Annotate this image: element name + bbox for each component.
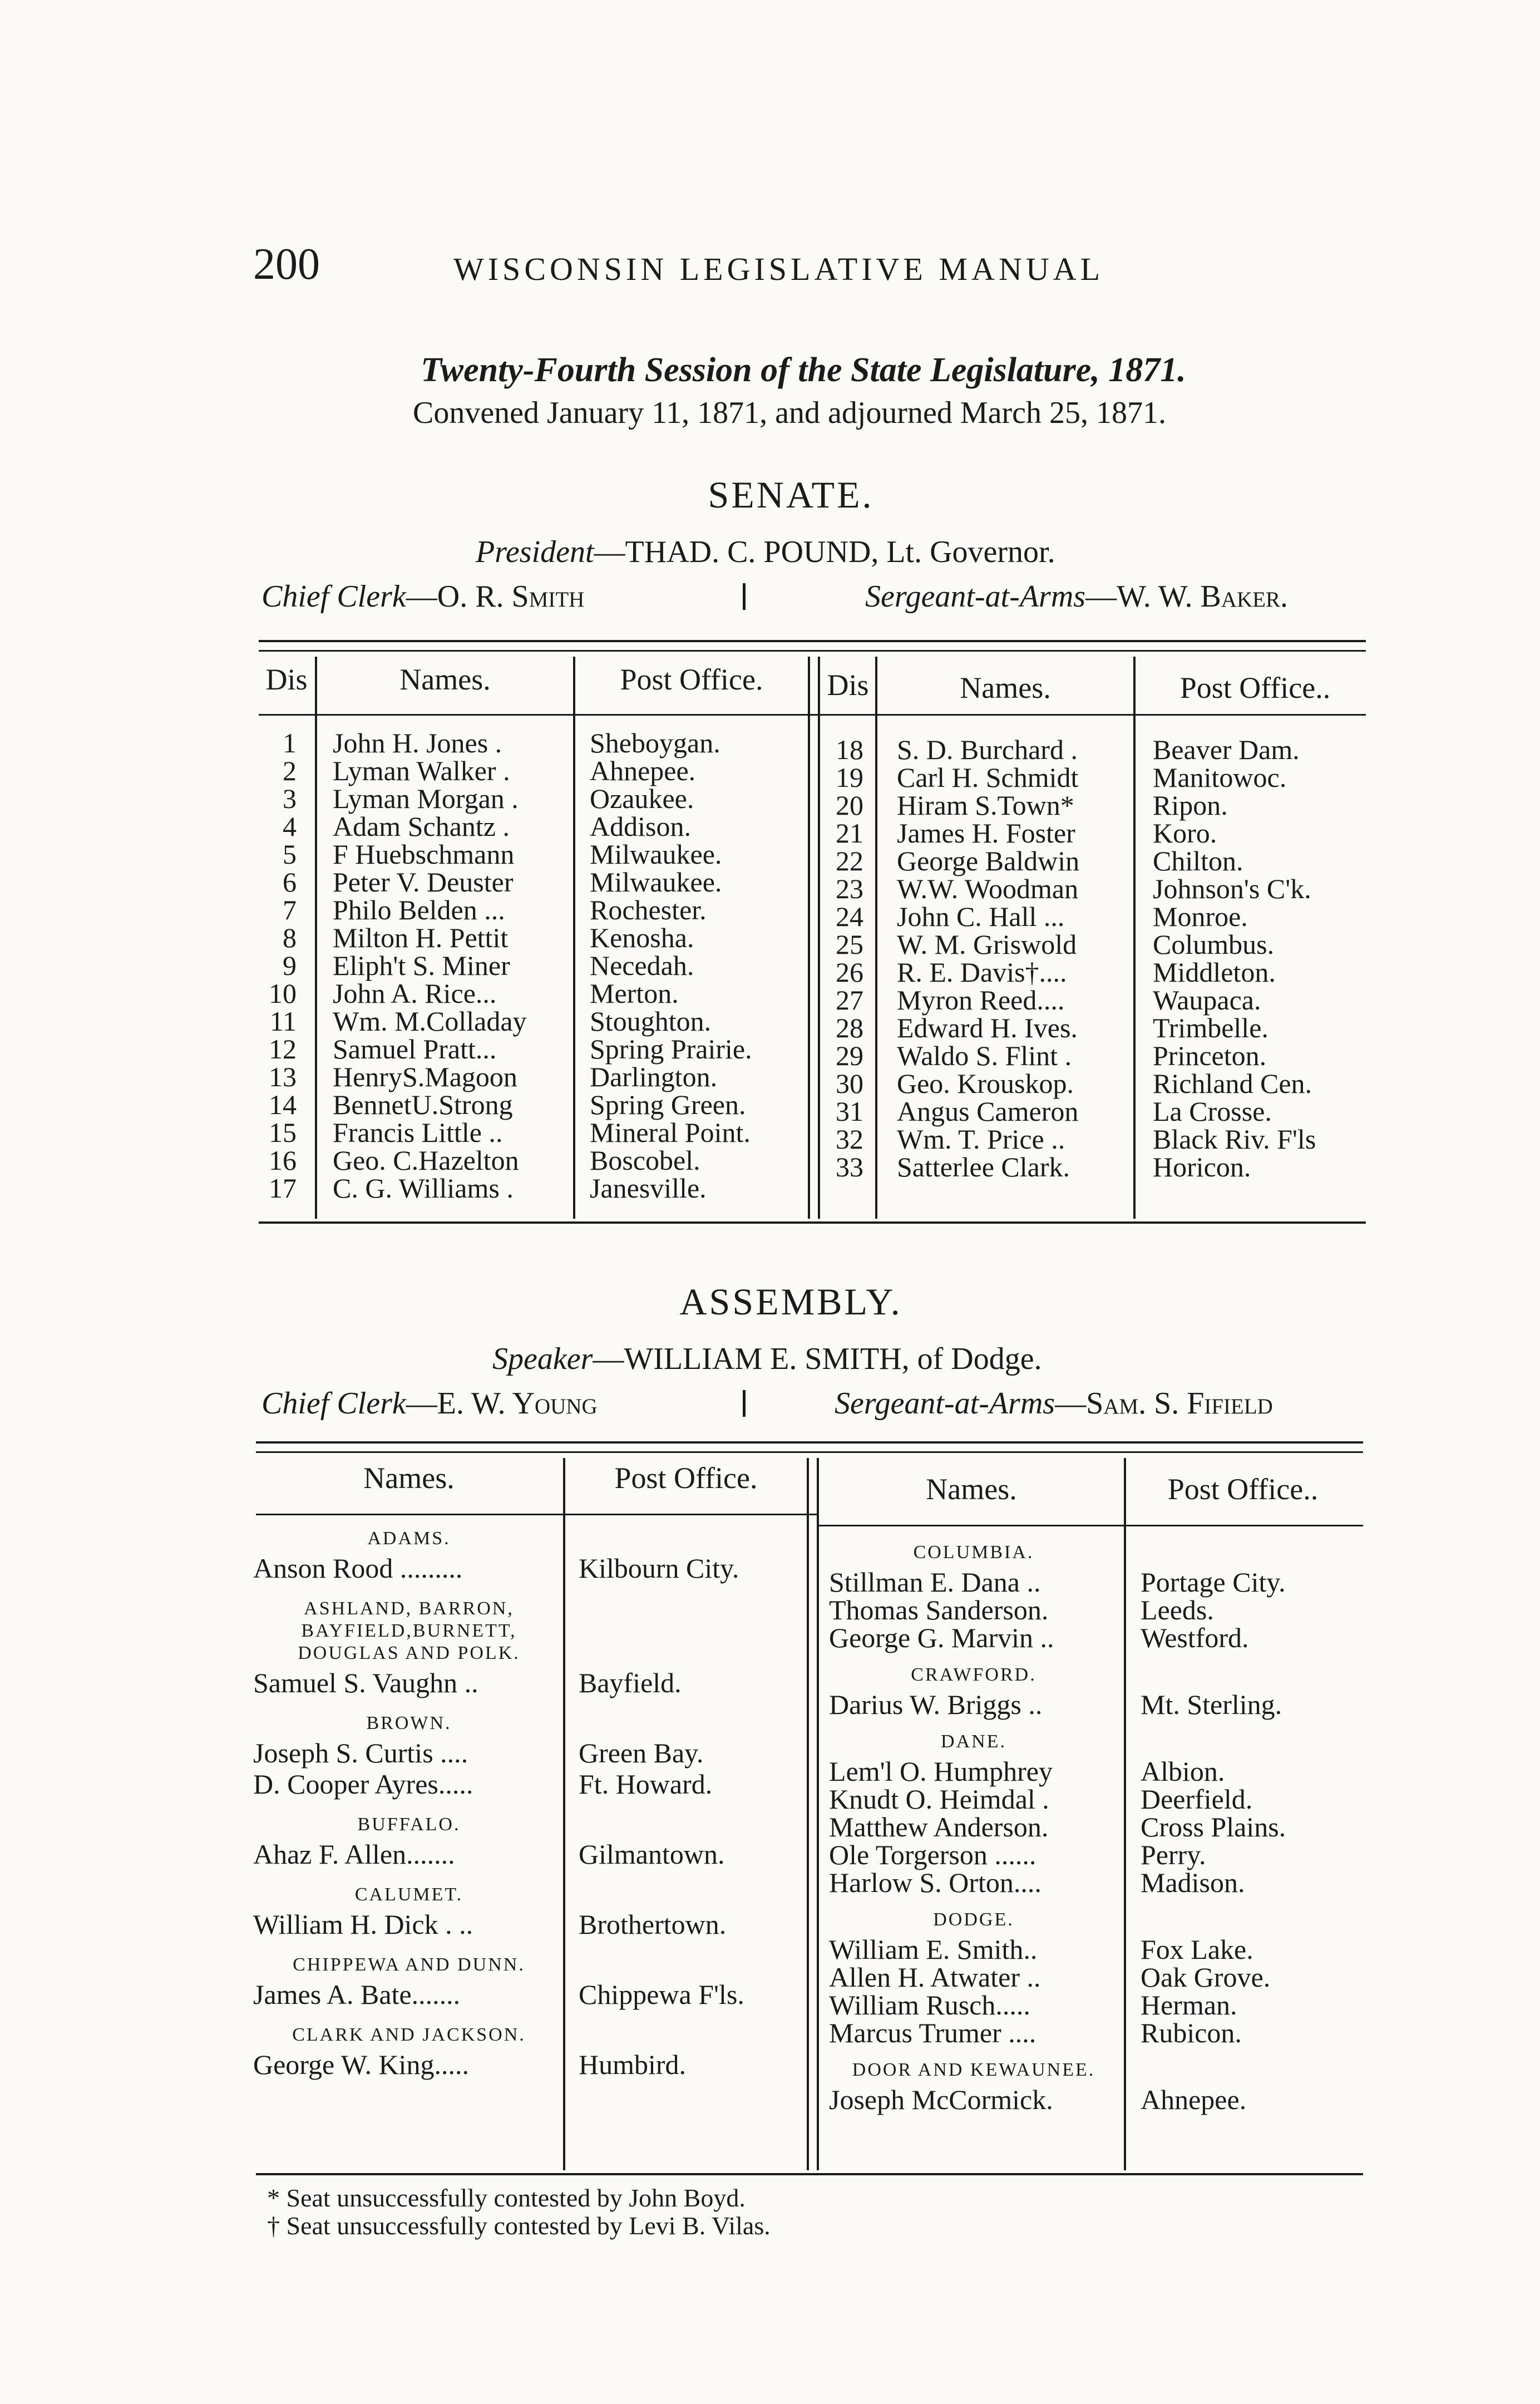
county-heading: BROWN. — [366, 1713, 452, 1733]
assembly-vline-2b — [817, 1458, 819, 2170]
chief-clerk-label: Chief Clerk — [261, 579, 406, 614]
assembly-member-name: Samuel S. Vaughn .. — [253, 1667, 478, 1698]
senate-post-office: Mineral Point. — [590, 1117, 751, 1148]
assembly-rule-header-right — [818, 1525, 1363, 1526]
senate-name: Myron Reed.... — [897, 984, 1065, 1016]
senate-post-office: Spring Green. — [590, 1089, 746, 1120]
senate-district: 26 — [836, 957, 863, 988]
assembly-member-name: D. Cooper Ayres..... — [253, 1768, 473, 1800]
senate-name: W.W. Woodman — [897, 873, 1079, 904]
senate-district: 32 — [836, 1124, 863, 1155]
assembly-post-office: Bayfield. — [579, 1667, 682, 1698]
senate-district: 7 — [283, 894, 297, 925]
assembly-rule-top — [256, 1441, 1363, 1444]
assembly-post-office: Green Bay. — [579, 1737, 704, 1768]
senate-name: C. G. Williams . — [333, 1173, 514, 1204]
senate-president — [476, 534, 1055, 570]
assembly-member-name: Ahaz F. Allen....... — [253, 1839, 455, 1870]
senate-col-post: Post Office. — [620, 663, 763, 696]
senate-district: 13 — [269, 1061, 297, 1092]
assembly-chief-clerk — [261, 1386, 598, 1421]
senate-name: James H. Foster — [897, 817, 1075, 849]
senate-vline-5 — [1133, 657, 1136, 1219]
session-dates: Convened January 11, 1871, and adjourned March 25, 1871. — [412, 396, 1167, 430]
senate-name: Hiram S.Town* — [897, 790, 1074, 821]
senate-post-office: Merton. — [590, 978, 679, 1009]
senate-col-names: Names. — [399, 663, 491, 696]
county-heading: BUFFALO. — [357, 1814, 461, 1835]
assembly-member-name: William Rusch..... — [829, 1989, 1030, 2021]
assembly-member-name: Stillman E. Dana .. — [829, 1566, 1041, 1598]
senate-post-office: Manitowoc. — [1153, 762, 1287, 793]
senate-vline-2 — [573, 657, 575, 1219]
senate-post-office: Addison. — [590, 811, 691, 842]
county-heading: COLUMBIA. — [913, 1542, 1034, 1563]
senate-post-office: Rochester. — [590, 894, 707, 925]
senate-post-office: Ripon. — [1153, 790, 1228, 821]
senate-district: 4 — [283, 811, 297, 842]
assembly-member-name: Ole Torgerson ...... — [829, 1839, 1036, 1870]
senate-district: 10 — [269, 978, 297, 1009]
senate-district: 31 — [836, 1096, 863, 1127]
senate-district: 24 — [836, 901, 863, 932]
senate-post-office: Horicon. — [1153, 1151, 1251, 1183]
assembly-rule-bottom — [256, 2173, 1363, 2175]
senate-sergeant — [865, 579, 1288, 614]
senate-district: 27 — [836, 984, 863, 1016]
senate-post-office: Trimbelle. — [1153, 1012, 1268, 1043]
senate-district: 28 — [836, 1012, 863, 1043]
senate-name: Satterlee Clark. — [897, 1151, 1070, 1183]
assembly-post-office: Chippewa F'ls. — [579, 1979, 744, 2010]
senate-district: 20 — [836, 790, 863, 821]
senate-district: 9 — [283, 950, 297, 981]
senate-post-office: Black Riv. F'ls — [1153, 1124, 1316, 1155]
senate-heading: SENATE. — [708, 474, 874, 516]
chief-clerk-name: —O. R. Smith — [406, 579, 585, 614]
senate-district: 2 — [283, 755, 297, 786]
county-heading: ASHLAND, BARRON, BAYFIELD,BURNETT, DOUGLAS AND POLK. — [298, 1598, 520, 1663]
assembly-post-office: Ahnepee. — [1141, 2084, 1247, 2115]
county-heading: CRAWFORD. — [911, 1664, 1036, 1685]
sergeant-label: Sergeant-at-Arms — [865, 579, 1086, 614]
senate-district: 17 — [269, 1173, 297, 1204]
senate-post-office: Princeton. — [1153, 1040, 1267, 1071]
senate-district: 15 — [269, 1117, 297, 1148]
speaker-name: —WILLIAM E. SMITH, of Dodge. — [593, 1342, 1042, 1376]
senate-district: 21 — [836, 817, 863, 849]
senate-rule-bottom — [259, 1221, 1366, 1224]
assembly-member-name: Thomas Sanderson. — [829, 1594, 1049, 1625]
assembly-col-names-2: Names. — [926, 1472, 1017, 1506]
senate-name: John C. Hall ... — [897, 901, 1065, 932]
assembly-member-name: Matthew Anderson. — [829, 1811, 1049, 1843]
senate-post-office: Spring Prairie. — [590, 1033, 752, 1065]
senate-post-office: Janesville. — [590, 1173, 707, 1204]
senate-name: Geo. Krouskop. — [897, 1068, 1074, 1099]
senate-district: 25 — [836, 929, 863, 960]
president-name: —THAD. C. POUND, Lt. Governor. — [594, 535, 1055, 569]
senate-vline-4 — [875, 657, 877, 1219]
senate-name: Carl H. Schmidt — [897, 762, 1079, 793]
running-head: WISCONSIN LEGISLATIVE MANUAL — [453, 251, 1104, 287]
assembly-member-name: Darius W. Briggs .. — [829, 1689, 1043, 1720]
footnote-2: † Seat unsuccessfully contested by Levi B. Vilas. — [267, 2211, 771, 2240]
assembly-post-office: Perry. — [1141, 1839, 1206, 1870]
senate-post-office: Milwaukee. — [590, 839, 722, 870]
assembly-post-office: Deerfield. — [1141, 1784, 1253, 1815]
senate-name: Lyman Walker . — [333, 755, 510, 786]
assembly-post-office: Herman. — [1141, 1989, 1237, 2021]
assembly-rule-header-left — [256, 1514, 818, 1515]
assembly-post-office: Ft. Howard. — [579, 1768, 713, 1800]
senate-name: George Baldwin — [897, 845, 1080, 876]
senate-post-office: Richland Cen. — [1153, 1068, 1312, 1099]
assembly-member-name: Marcus Trumer .... — [829, 2017, 1036, 2048]
senate-name: Geo. C.Hazelton — [333, 1145, 519, 1176]
senate-name: Milton H. Pettit — [333, 922, 509, 953]
senate-rule-top-2 — [259, 650, 1366, 652]
assembly-post-office: Fox Lake. — [1141, 1934, 1253, 1965]
assembly-post-office: Kilbourn City. — [579, 1553, 739, 1584]
page-number: 200 — [253, 240, 320, 289]
session-title: Twenty-Fourth Session of the State Legislature, 1871. — [421, 351, 1186, 389]
assembly-sergeant-name: —Sam. S. Fifield — [1055, 1386, 1273, 1421]
senate-name: Francis Little .. — [333, 1117, 503, 1148]
senate-col-names-2: Names. — [960, 671, 1051, 705]
senate-name: Philo Belden ... — [333, 894, 505, 925]
speaker-label: Speaker — [492, 1342, 593, 1376]
senate-name: Adam Schantz . — [333, 811, 510, 842]
assembly-member-name: George G. Marvin .. — [829, 1622, 1054, 1653]
senate-name: R. E. Davis†.... — [897, 957, 1067, 988]
assembly-vline-2 — [807, 1458, 809, 2170]
senate-district: 1 — [283, 727, 297, 758]
assembly-heading: ASSEMBLY. — [679, 1280, 902, 1323]
assembly-member-name: William E. Smith.. — [829, 1934, 1038, 1965]
assembly-speaker — [492, 1341, 1042, 1377]
assembly-post-office: Portage City. — [1141, 1566, 1286, 1598]
senate-district: 12 — [269, 1033, 297, 1065]
assembly-post-office: Leeds. — [1141, 1594, 1214, 1625]
senate-chief-clerk — [261, 579, 584, 614]
assembly-post-office: Albion. — [1141, 1756, 1225, 1787]
assembly-member-name: James A. Bate....... — [253, 1979, 461, 2010]
assembly-post-office: Mt. Sterling. — [1141, 1689, 1282, 1720]
assembly-sergeant — [835, 1386, 1273, 1421]
assembly-post-office: Brothertown. — [579, 1909, 727, 1940]
senate-district: 33 — [836, 1151, 863, 1183]
assembly-post-office: Cross Plains. — [1141, 1811, 1286, 1843]
senate-district: 11 — [269, 1006, 297, 1037]
footnote-1: * Seat unsuccessfully contested by John Boyd. — [267, 2184, 746, 2212]
assembly-vline-3 — [1124, 1458, 1126, 2170]
senate-name: BennetU.Strong — [333, 1089, 513, 1120]
senate-post-office: Stoughton. — [590, 1006, 712, 1037]
assembly-member-name: Joseph S. Curtis .... — [253, 1737, 468, 1768]
assembly-sergeant-label: Sergeant-at-Arms — [835, 1386, 1055, 1421]
assembly-member-name: Joseph McCormick. — [829, 2084, 1053, 2115]
senate-post-office: Milwaukee. — [590, 866, 722, 898]
senate-post-office: Columbus. — [1153, 929, 1275, 960]
senate-name: John A. Rice... — [333, 978, 497, 1009]
senate-post-office: Beaver Dam. — [1153, 734, 1300, 765]
assembly-rule-top-2 — [256, 1451, 1363, 1453]
assembly-post-office: Oak Grove. — [1141, 1962, 1271, 1993]
assembly-post-office: Rubicon. — [1141, 2017, 1242, 2048]
assembly-member-name: Anson Rood ......... — [253, 1553, 463, 1584]
senate-name: Edward H. Ives. — [897, 1012, 1078, 1043]
officer-separator — [743, 583, 746, 610]
county-heading: CALUMET. — [354, 1884, 463, 1905]
senate-district: 19 — [836, 762, 863, 793]
assembly-col-post-2: Post Office.. — [1167, 1472, 1319, 1506]
senate-name: Waldo S. Flint . — [897, 1040, 1072, 1071]
senate-name: John H. Jones . — [333, 727, 502, 758]
senate-district: 6 — [283, 866, 297, 898]
senate-col-post-2: Post Office.. — [1179, 671, 1331, 705]
senate-district: 5 — [283, 839, 297, 870]
assembly-officer-separator — [743, 1390, 746, 1417]
assembly-clerk-label: Chief Clerk — [261, 1386, 406, 1421]
senate-post-office: Waupaca. — [1153, 984, 1261, 1016]
sergeant-name: —W. W. Baker. — [1085, 579, 1289, 614]
senate-district: 22 — [836, 845, 863, 876]
assembly-member-name: Allen H. Atwater .. — [829, 1962, 1041, 1993]
county-heading: ADAMS. — [367, 1528, 451, 1549]
assembly-post-office: Gilmantown. — [579, 1839, 725, 1870]
senate-name: HenryS.Magoon — [333, 1061, 517, 1092]
senate-post-office: Ahnepee. — [590, 755, 696, 786]
senate-name: Angus Cameron — [897, 1096, 1079, 1127]
assembly-post-office: Madison. — [1141, 1867, 1245, 1898]
assembly-clerk-name: —E. W. Young — [406, 1386, 598, 1421]
county-heading: DANE. — [941, 1731, 1006, 1752]
president-label: President — [476, 535, 594, 569]
county-heading: DOOR AND KEWAUNEE. — [852, 2060, 1095, 2080]
senate-name: S. D. Burchard . — [897, 734, 1078, 765]
senate-name: Peter V. Deuster — [333, 866, 514, 898]
senate-district: 18 — [836, 734, 863, 765]
senate-col-dis: Dis — [265, 663, 308, 696]
assembly-member-name: Knudt O. Heimdal . — [829, 1784, 1049, 1815]
assembly-col-names: Names. — [363, 1461, 455, 1495]
county-heading: DODGE. — [933, 1909, 1014, 1930]
county-heading: CLARK AND JACKSON. — [292, 2024, 526, 2045]
assembly-member-name: Harlow S. Orton.... — [829, 1867, 1042, 1898]
senate-vline-3 — [808, 657, 810, 1219]
senate-post-office: Darlington. — [590, 1061, 718, 1092]
senate-district: 30 — [836, 1068, 863, 1099]
senate-name: W. M. Griswold — [897, 929, 1077, 960]
senate-district: 29 — [836, 1040, 863, 1071]
senate-post-office: Koro. — [1153, 817, 1217, 849]
senate-col-dis-2: Dis — [827, 668, 869, 702]
assembly-member-name: George W. King..... — [253, 2049, 469, 2080]
senate-name: F Huebschmann — [333, 839, 515, 870]
senate-post-office: Ozaukee. — [590, 783, 694, 814]
senate-vline-1 — [315, 657, 317, 1219]
senate-vline-3b — [818, 657, 820, 1219]
senate-post-office: Middleton. — [1153, 957, 1276, 988]
senate-name: Samuel Pratt... — [333, 1033, 497, 1065]
assembly-member-name: Lem'l O. Humphrey — [829, 1756, 1053, 1787]
assembly-post-office: Westford. — [1141, 1622, 1249, 1653]
senate-district: 14 — [269, 1089, 297, 1120]
assembly-member-name: William H. Dick . .. — [253, 1909, 473, 1940]
senate-district: 16 — [269, 1145, 297, 1176]
senate-post-office: Chilton. — [1153, 845, 1243, 876]
senate-rule-header — [259, 714, 1366, 716]
senate-district: 23 — [836, 873, 863, 904]
senate-post-office: Necedah. — [590, 950, 694, 981]
county-heading: CHIPPEWA AND DUNN. — [293, 1954, 525, 1975]
senate-post-office: Boscobel. — [590, 1145, 700, 1176]
senate-post-office: Monroe. — [1153, 901, 1248, 932]
senate-post-office: Sheboygan. — [590, 727, 720, 758]
senate-name: Wm. T. Price .. — [897, 1124, 1065, 1155]
senate-name: Lyman Morgan . — [333, 783, 519, 814]
senate-name: Wm. M.Colladay — [333, 1006, 527, 1037]
senate-rule-top — [259, 640, 1366, 642]
senate-post-office: Johnson's C'k. — [1153, 873, 1311, 904]
senate-district: 8 — [283, 922, 297, 953]
senate-district: 3 — [283, 783, 297, 814]
senate-post-office: Kenosha. — [590, 922, 694, 953]
senate-post-office: La Crosse. — [1153, 1096, 1272, 1127]
assembly-post-office: Humbird. — [579, 2049, 687, 2080]
assembly-col-post: Post Office. — [614, 1461, 758, 1495]
senate-name: Eliph't S. Miner — [333, 950, 510, 981]
